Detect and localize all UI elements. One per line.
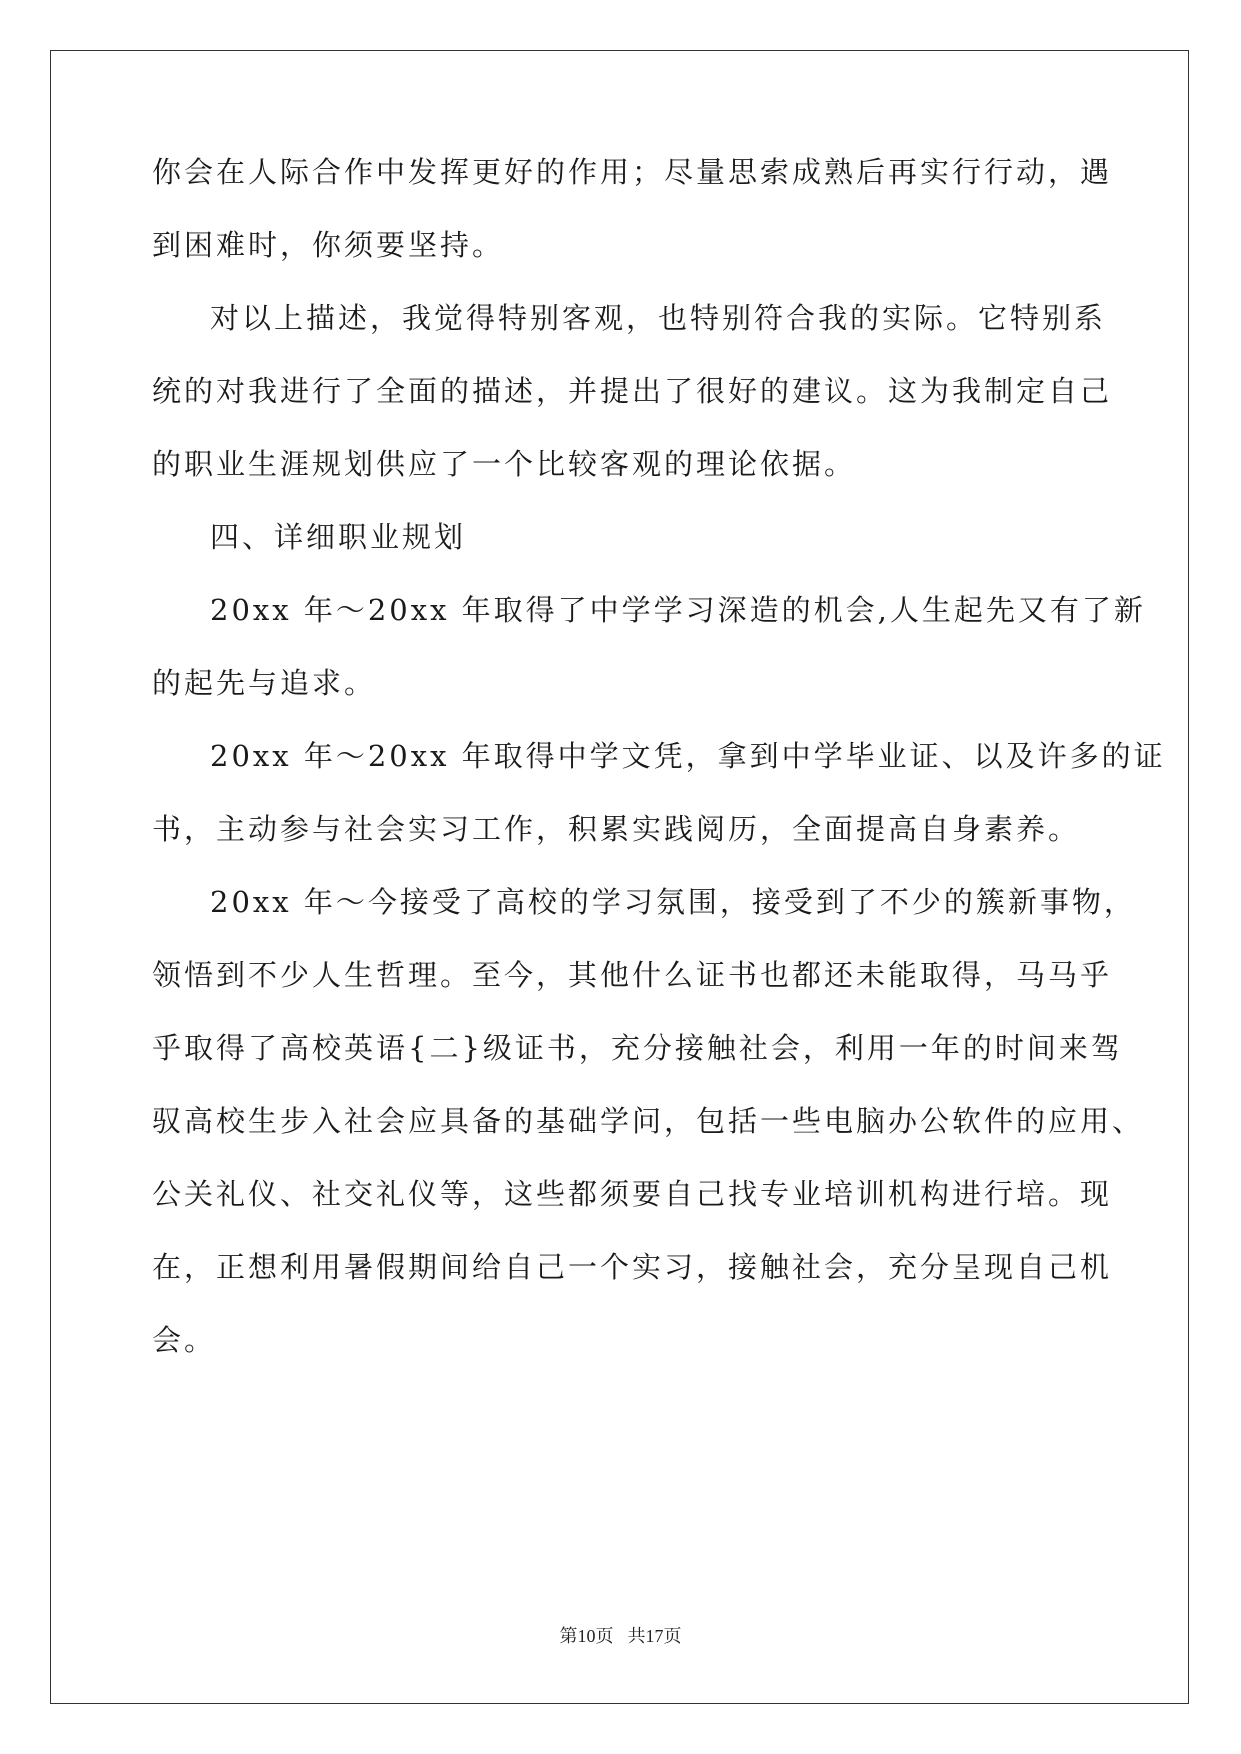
body-line: 乎取得了高校英语{二}级证书，充分接触社会，利用一年的时间来驾 [152, 1031, 1123, 1065]
section-heading: 四、详细职业规划 [210, 520, 467, 554]
paragraph-first-line: 20xx 年～20xx 年取得了中学学习深造的机会,人生起先又有了新 [210, 593, 1146, 627]
page-number: 第10页 [559, 1626, 614, 1646]
body-line: 会。 [152, 1323, 217, 1357]
body-line: 驭高校生步入社会应具备的基础学问，包括一些电脑办公软件的应用、 [152, 1104, 1145, 1138]
paragraph-first-line: 对以上描述，我觉得特别客观，也特别符合我的实际。它特别系 [210, 301, 1107, 335]
body-line: 你会在人际合作中发挥更好的作用；尽量思索成熟后再实行行动，遇 [152, 155, 1113, 189]
body-line: 领悟到不少人生哲理。至今，其他什么证书也都还未能取得，马马乎 [152, 958, 1113, 992]
body-line: 公关礼仪、社交礼仪等，这些都须要自己找专业培训机构进行培。现 [152, 1177, 1113, 1211]
body-line: 到困难时，你须要坚持。 [152, 228, 505, 262]
paragraph-first-line: 20xx 年～今接受了高校的学习氛围，接受到了不少的簇新事物， [210, 885, 1136, 919]
body-line: 的起先与追求。 [152, 666, 377, 700]
body-line: 统的对我进行了全面的描述，并提出了很好的建议。这为我制定自己 [152, 374, 1113, 408]
body-line: 的职业生涯规划供应了一个比较客观的理论依据。 [152, 447, 857, 481]
page-footer [0, 1622, 1241, 1648]
paragraph-first-line: 20xx 年～20xx 年取得中学文凭，拿到中学毕业证、以及许多的证 [210, 739, 1166, 773]
body-line: 书，主动参与社会实习工作，积累实践阅历，全面提高自身素养。 [152, 812, 1081, 846]
page-total: 共17页 [627, 1626, 682, 1646]
body-line: 在，正想利用暑假期间给自己一个实习，接触社会，充分呈现自己机 [152, 1250, 1113, 1284]
